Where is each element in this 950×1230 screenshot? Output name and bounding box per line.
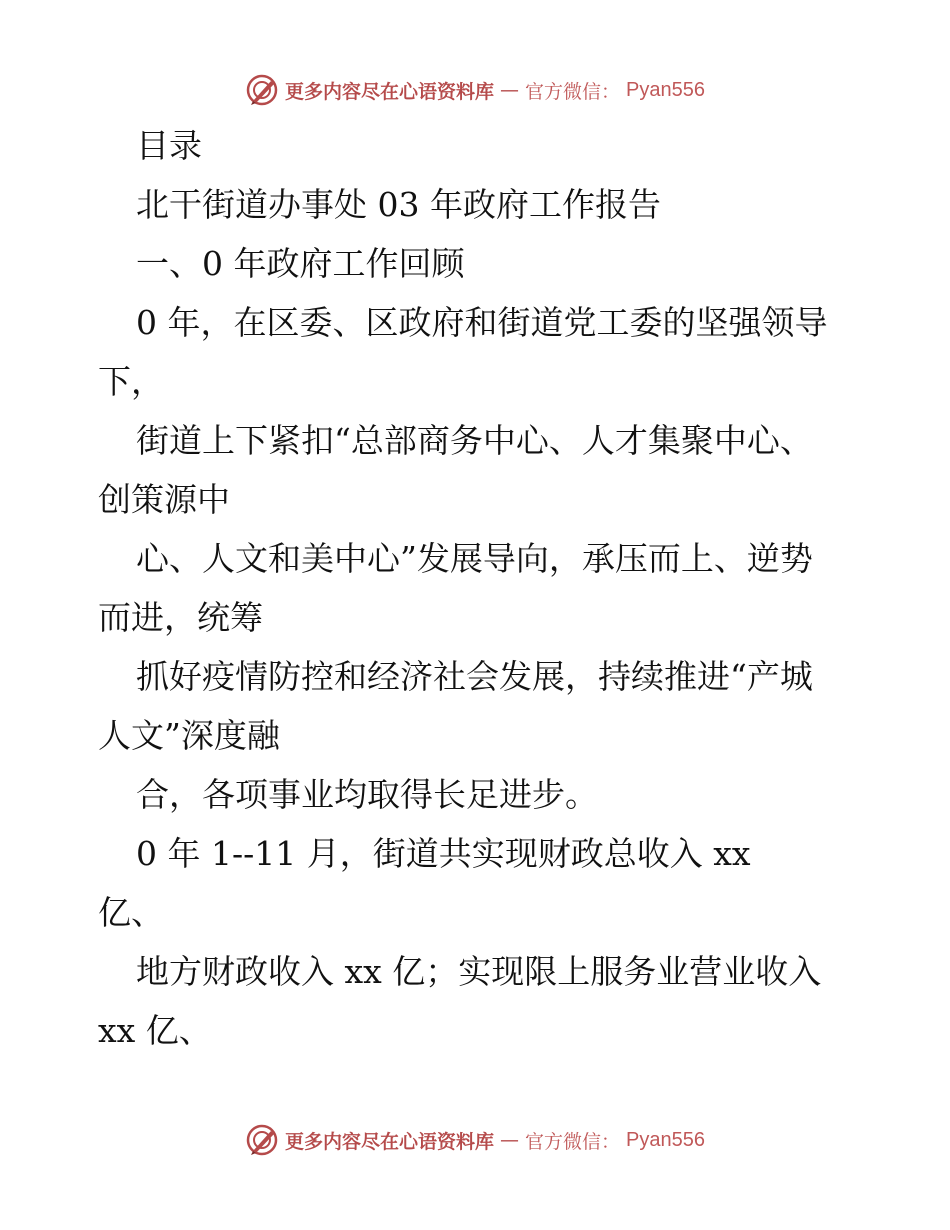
banner-main-text: 更多内容尽在心语资料库 — [285, 80, 495, 103]
banner-main-text: 更多内容尽在心语资料库 — [285, 1130, 495, 1153]
banner-wechat-label: 官方微信： — [525, 1130, 621, 1153]
text-line: 北干街道办事处 03 年政府工作报告 — [136, 185, 661, 224]
banner-wechat-id: Pyan556 — [626, 1128, 705, 1151]
text-line: 0 年 1--11 月，街道共实现财政总收入 xx — [136, 834, 751, 873]
text-line: 合，各项事业均取得长足进步。 — [136, 775, 598, 814]
text-line: 下， — [98, 362, 164, 401]
text-line: 亿、 — [98, 893, 164, 932]
text-line: 抓好疫情防控和经济社会发展，持续推进“产城 — [136, 657, 813, 696]
text-line: 街道上下紧扣“总部商务中心、人才集聚中心、 — [136, 421, 813, 460]
text-line: 人文”深度融 — [98, 716, 280, 755]
text-line: 地方财政收入 xx 亿；实现限上服务业营业收入 — [136, 952, 822, 991]
pen-logo-icon — [245, 1123, 279, 1157]
banner-wechat-id: Pyan556 — [626, 78, 705, 101]
text-line: 目录 — [136, 126, 202, 165]
banner-dash: — — [500, 79, 520, 101]
banner-dash: — — [500, 1129, 520, 1151]
document-body — [98, 116, 858, 1060]
text-line: 0 年，在区委、区政府和街道党工委的坚强领导 — [136, 303, 828, 342]
header-banner — [0, 70, 950, 110]
footer-banner — [0, 1120, 950, 1160]
text-line: 而进，统筹 — [98, 598, 263, 637]
text-line: xx 亿、 — [98, 1011, 212, 1050]
text-line: 创策源中 — [98, 480, 230, 519]
banner-wechat-label: 官方微信： — [525, 80, 621, 103]
text-line: 一、0 年政府工作回顾 — [136, 244, 465, 283]
text-line: 心、人文和美中心”发展导向，承压而上、逆势 — [136, 539, 813, 578]
pen-logo-icon — [245, 73, 279, 107]
